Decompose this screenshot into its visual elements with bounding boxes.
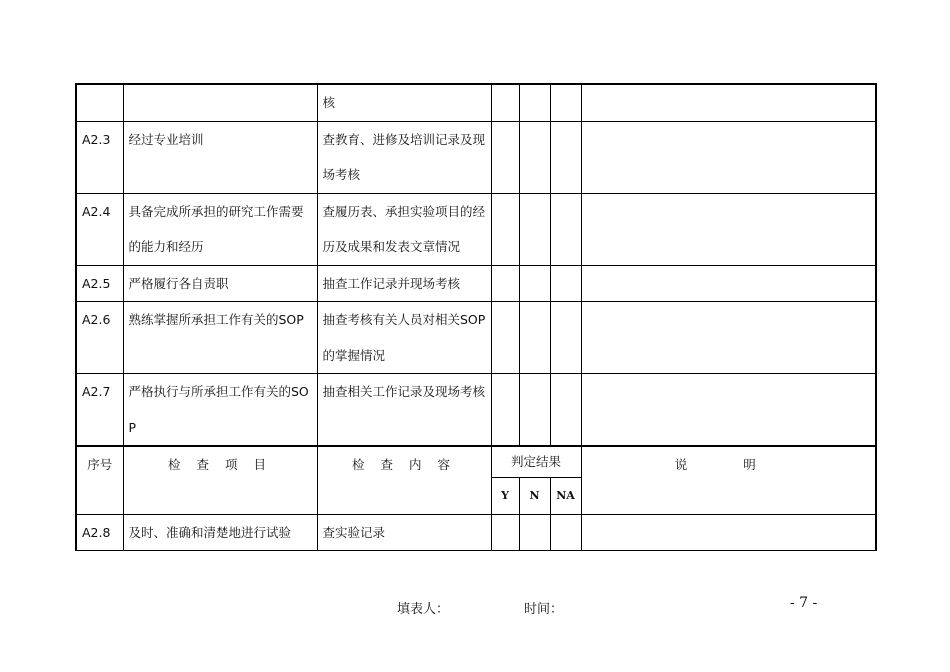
header-na: NA: [550, 478, 581, 515]
time-label: 时间：: [524, 602, 564, 617]
row-item: 严格执行与所承担工作有关的SOP: [123, 374, 317, 447]
note-cell: [581, 302, 876, 374]
header-item: 检 查 项 目: [123, 446, 317, 514]
note-cell: [581, 84, 876, 121]
result-n-cell: [519, 193, 550, 265]
table-row: [76, 84, 876, 121]
header-no: 序号: [76, 446, 123, 514]
table-row: [76, 265, 876, 302]
filler-label: 填表人：: [397, 602, 450, 617]
row-content: 抽查相关工作记录及现场考核: [317, 374, 491, 447]
result-y-cell: [491, 374, 519, 447]
header-n: N: [519, 478, 550, 515]
row-id: A2.3: [76, 121, 123, 193]
note-cell: [581, 374, 876, 447]
row-content: 查实验记录: [317, 514, 491, 551]
row-id: [76, 84, 123, 121]
note-cell: [581, 265, 876, 302]
result-n-cell: [519, 121, 550, 193]
row-content: 查教育、进修及培训记录及现场考核: [317, 121, 491, 193]
note-cell: [581, 514, 876, 551]
result-n-cell: [519, 84, 550, 121]
table-header-row: [76, 446, 876, 478]
row-content: 核: [317, 84, 491, 121]
row-content: 查履历表、承担实验项目的经历及成果和发表文章情况: [317, 193, 491, 265]
header-y: Y: [491, 478, 519, 515]
result-y-cell: [491, 265, 519, 302]
row-id: A2.7: [76, 374, 123, 447]
row-item: [123, 84, 317, 121]
result-na-cell: [550, 374, 581, 447]
row-item: 具备完成所承担的研究工作需要的能力和经历: [123, 193, 317, 265]
row-item: 严格履行各自责职: [123, 265, 317, 302]
header-content: 检 查 内 容: [317, 446, 491, 514]
result-y-cell: [491, 514, 519, 551]
note-cell: [581, 121, 876, 193]
result-y-cell: [491, 121, 519, 193]
result-na-cell: [550, 265, 581, 302]
result-y-cell: [491, 302, 519, 374]
table-row: [76, 193, 876, 265]
row-id: A2.5: [76, 265, 123, 302]
result-na-cell: [550, 193, 581, 265]
row-id: A2.6: [76, 302, 123, 374]
row-id: A2.8: [76, 514, 123, 551]
result-n-cell: [519, 374, 550, 447]
row-item: 经过专业培训: [123, 121, 317, 193]
result-na-cell: [550, 514, 581, 551]
result-n-cell: [519, 514, 550, 551]
table-row: [76, 302, 876, 374]
table-row: [76, 121, 876, 193]
result-n-cell: [519, 302, 550, 374]
result-y-cell: [491, 193, 519, 265]
result-y-cell: [491, 84, 519, 121]
table-row: [76, 374, 876, 447]
page-number: - 7 -: [790, 595, 818, 611]
note-cell: [581, 193, 876, 265]
row-content: 抽查工作记录并现场考核: [317, 265, 491, 302]
result-na-cell: [550, 121, 581, 193]
inspection-table: [75, 83, 877, 551]
row-item: 熟练掌握所承担工作有关的SOP: [123, 302, 317, 374]
result-na-cell: [550, 84, 581, 121]
header-note: 说 明: [581, 446, 876, 514]
header-result: 判定结果: [491, 446, 581, 478]
result-n-cell: [519, 265, 550, 302]
row-id: A2.4: [76, 193, 123, 265]
row-content: 抽查考核有关人员对相关SOP的掌握情况: [317, 302, 491, 374]
row-item: 及时、准确和清楚地进行试验: [123, 514, 317, 551]
table-row: [76, 514, 876, 551]
result-na-cell: [550, 302, 581, 374]
